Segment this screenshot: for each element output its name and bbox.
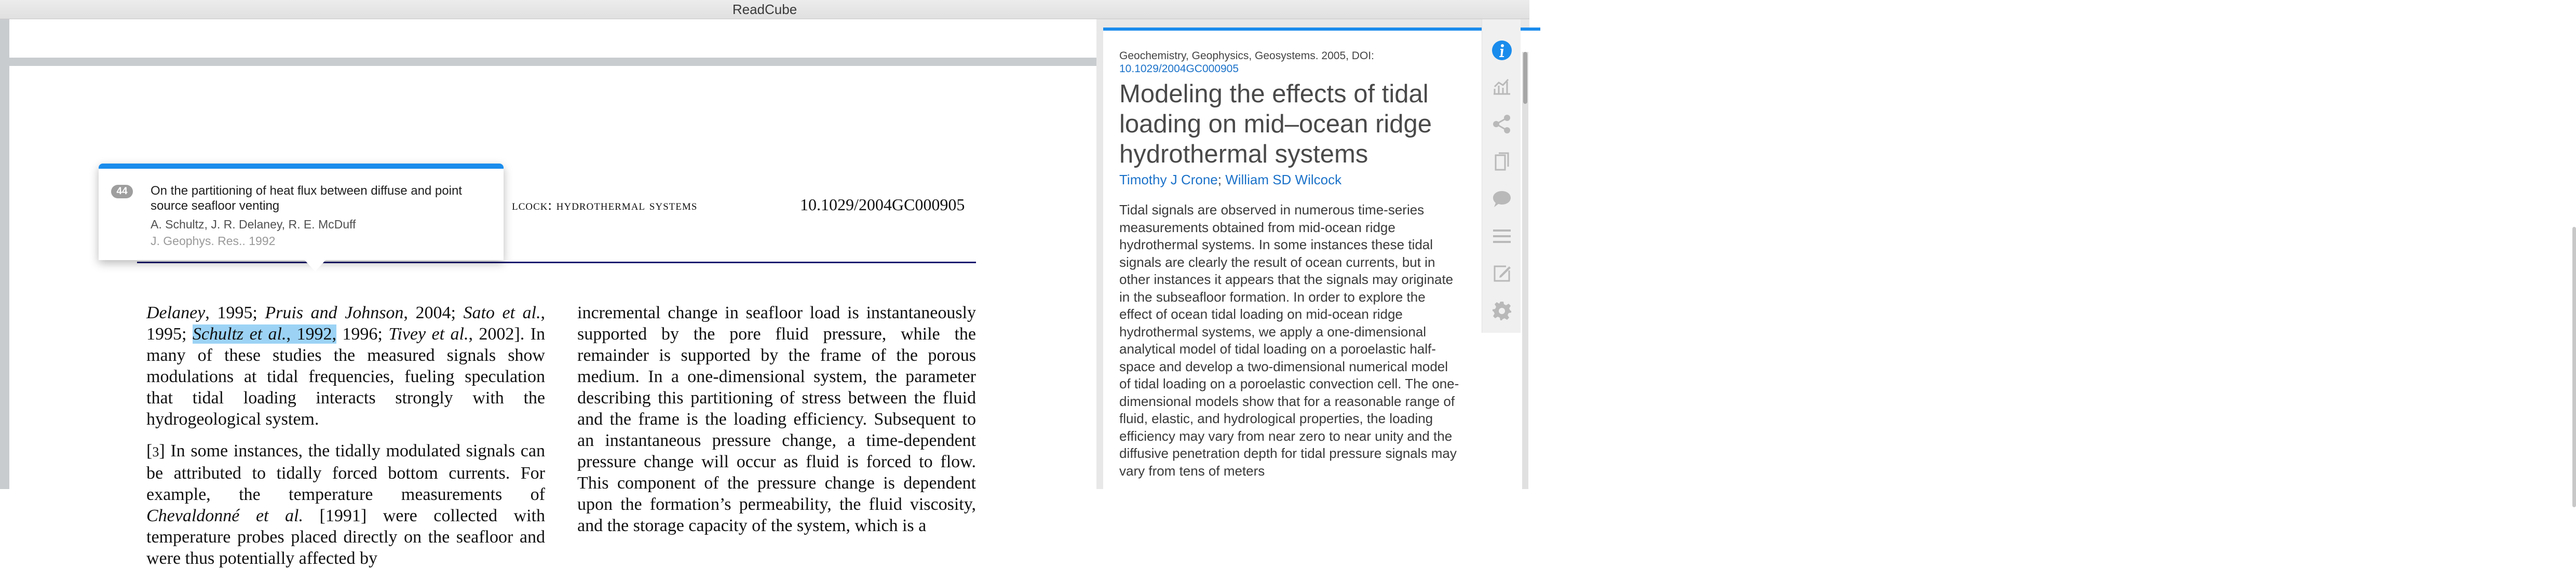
- text-span: Sato et al.: [463, 303, 541, 322]
- pdf-viewer[interactable]: [0, 19, 1096, 568]
- text-span: , 2004;: [403, 303, 464, 322]
- window-title: ReadCube: [732, 2, 797, 17]
- text-span: , 1995;: [146, 303, 545, 344]
- paragraph: [146, 440, 545, 569]
- paragraph: incremental change in seafloor load is instantaneously supported by the pore fluid pressure, while the remainder is supported by the frame of the porous medium. In a one-dimensional system, the parameter describing this partitioning of stress between the fluid and the frame is the loading efficiency. Subsequent to an instantaneous pressure change, a time-dependent pressure change will occur as fluid is forced to flow. This component of the pressure change is dependent upon the formation’s permeability, the fluid viscosity, and the storage capacity of the system, which is a: [577, 303, 976, 535]
- citation-title[interactable]: On the partitioning of heat flux between diffuse and point source seafloor venting: [151, 184, 462, 213]
- author-list: [1119, 172, 1341, 188]
- text-span: [: [146, 441, 153, 460]
- window-scrollbar[interactable]: [1522, 52, 1528, 489]
- text-span: Tivey et al.: [388, 324, 469, 344]
- share-icon[interactable]: [1492, 114, 1512, 134]
- text-span: , 1995;: [205, 303, 265, 322]
- info-panel: [1096, 19, 1529, 489]
- text-span: Chevaldonné et al.: [146, 506, 303, 525]
- settings-icon[interactable]: [1492, 301, 1512, 321]
- metrics-icon[interactable]: [1492, 76, 1512, 97]
- citation-journal: J. Geophys. Res.. 1992: [151, 234, 276, 248]
- author-link[interactable]: William SD Wilcock: [1225, 172, 1342, 187]
- text-column-right: [577, 302, 976, 536]
- running-header-doi: 10.1029/2004GC000905: [800, 195, 965, 214]
- text-span: 3: [152, 444, 159, 459]
- pdf-page-previous: [9, 19, 1096, 58]
- text-column-left: [146, 302, 545, 569]
- panel-scrollbar[interactable]: [2572, 227, 2576, 507]
- edit-notes-icon[interactable]: [1492, 263, 1512, 284]
- journal-line: Geochemistry, Geophysics, Geosystems. 2005, DOI:: [1119, 50, 1374, 62]
- text-span: Delaney: [146, 303, 206, 322]
- text-span: [1991] were collected with temperature probes placed directly on the seafloor and were thus potentially affected by: [146, 506, 545, 568]
- popup-pointer: [304, 259, 327, 272]
- highlighted-citation-text[interactable]: Schultz et al.: [192, 324, 287, 344]
- supplements-icon[interactable]: [1492, 151, 1512, 172]
- comments-icon[interactable]: [1492, 188, 1512, 209]
- article-info: [1103, 28, 1540, 492]
- pdf-page[interactable]: [9, 66, 1096, 568]
- author-separator: ;: [1217, 172, 1226, 187]
- citation-authors: A. Schultz, J. R. Delaney, R. E. McDuff: [151, 218, 356, 231]
- header-rule: [137, 262, 976, 263]
- abstract: Tidal signals are observed in numerous time-series measurements obtained from mid-ocean ridge hydrothermal systems. In some instances these tidal signals are clearly the result of ocean currents, but in other instances it appears that the signals may originate in the subseafloor formation. In order to explore the effect of ocean tidal loading on mid-ocean ridge hydrothermal systems, we apply a one-dimensional analytical model of tidal loading on a poroelastic half-space and develop a two-dimensional numerical model of tidal loading on a poroelastic convection cell. The one-dimensional models show that for a reasonable range of fluid, elastic, and hydrological properties, the loading efficiency may vary from near zero to near unity and the diffusive penetration depth for tidal pressure signals may vary from tens of meters: [1119, 202, 1459, 479]
- scrollbar-thumb[interactable]: [1523, 52, 1527, 104]
- text-span: 1996;: [336, 324, 389, 344]
- paragraph: [146, 302, 545, 430]
- citation-popup[interactable]: [99, 164, 504, 260]
- running-header: lcock: hydrothermal systems: [512, 197, 698, 213]
- text-span: ] In some instances, the tidally modulated signals can be attributed to tidally forced bottom currents. For example, the temperature measurements of: [146, 441, 545, 504]
- list-icon[interactable]: [1492, 226, 1512, 247]
- sidebar-toolbar: [1482, 19, 1521, 333]
- text-span: , 2002]. In many of these studies the measured signals show modulations at tidal frequencies, fueling speculation that tidal loading interacts strongly with the hydrogeological system.: [146, 324, 545, 429]
- paper-title: Modeling the effects of tidal loading on mid–ocean ridge hydrothermal systems: [1119, 80, 1432, 168]
- info-icon[interactable]: [1492, 40, 1512, 61]
- author-link[interactable]: Timothy J Crone: [1119, 172, 1218, 187]
- journal-citation: [1119, 49, 1514, 75]
- highlighted-citation-text[interactable]: , 1992,: [286, 324, 336, 344]
- reference-number-badge: 44: [111, 185, 133, 198]
- text-span: Pruis and Johnson: [265, 303, 404, 322]
- doi-link[interactable]: 10.1029/2004GC000905: [1119, 63, 1239, 75]
- window-titlebar: [0, 0, 1529, 19]
